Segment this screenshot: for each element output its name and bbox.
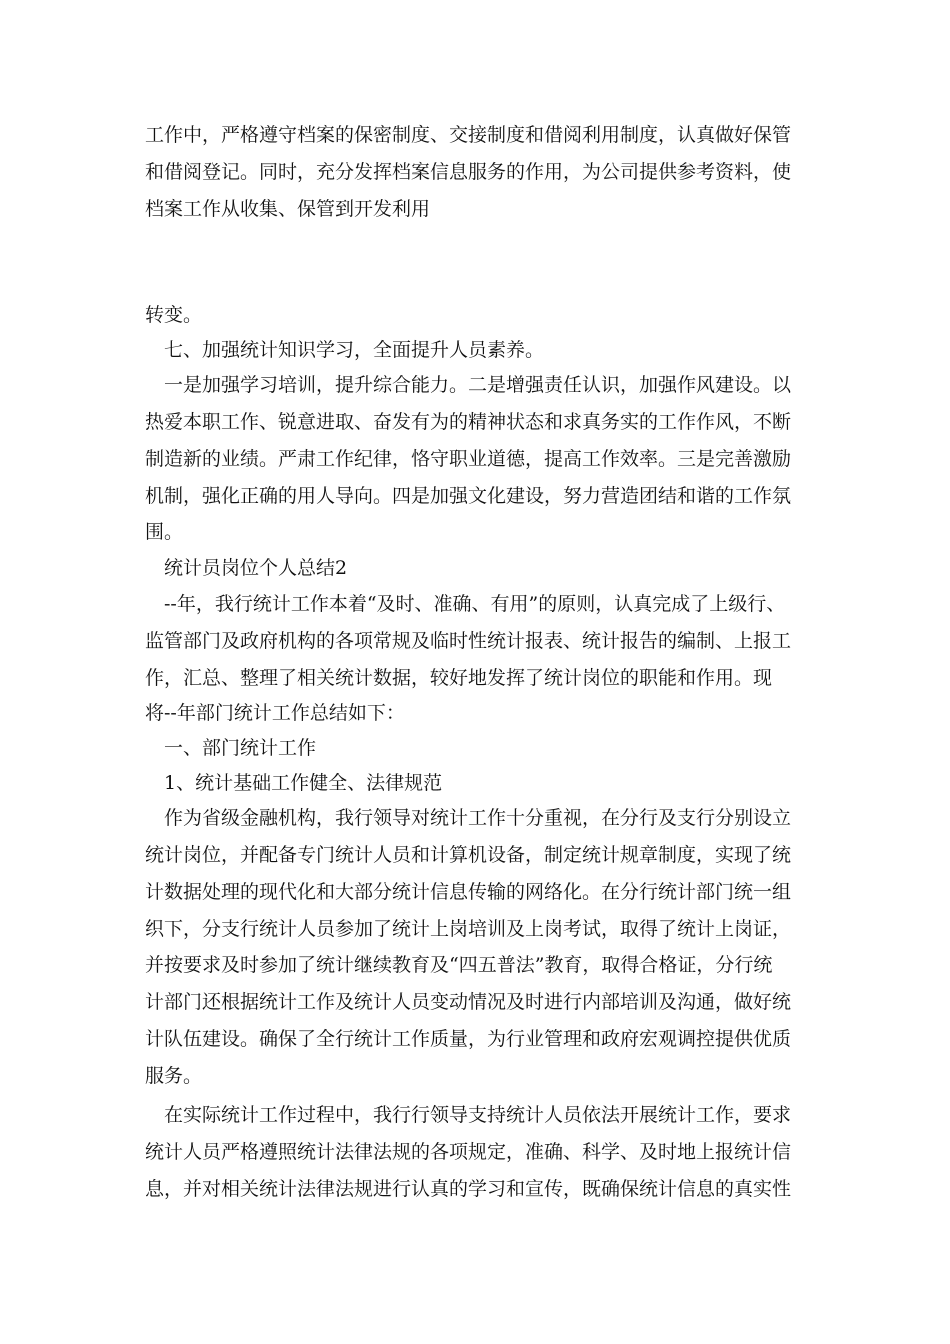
text-line: 统计岗位，并配备专门统计人员和计算机设备，制定统计规章制度，实现了统 (145, 844, 792, 866)
text-line: 监管部门及政府机构的各项常规及临时性统计报表、统计报告的编制、上报工 (145, 630, 792, 652)
text-line: 工作中，严格遵守档案的保密制度、交接制度和借阅利用制度，认真做好保管 (145, 124, 792, 146)
text-line: 织下，分支行统计人员参加了统计上岗培训及上岗考试，取得了统计上岗证， (145, 918, 792, 940)
text-line: 和借阅登记。同时，充分发挥档案信息服务的作用，为公司提供参考资料，使 (145, 161, 792, 183)
text-line: 制造新的业绩。严肃工作纪律，恪守职业道德，提高工作效率。三是完善激励 (145, 448, 792, 470)
subsection-heading: 1、统计基础工作健全、法律规范 (145, 772, 443, 794)
text-line: 息，并对相关统计法律法规进行认真的学习和宣传，既确保统计信息的真实性 (145, 1178, 792, 1200)
text-line: 计部门还根据统计工作及统计人员变动情况及时进行内部培训及沟通，做好统 (145, 991, 792, 1013)
text-line: 作为省级金融机构，我行领导对统计工作十分重视，在分行及支行分别设立 (145, 807, 792, 829)
text-line: 机制，强化正确的用人导向。四是加强文化建设，努力营造团结和谐的工作氛 (145, 485, 792, 507)
text-line: 服务。 (145, 1065, 203, 1087)
text-line: 转变。 (145, 304, 203, 326)
text-line: 统计人员严格遵照统计法律法规的各项规定，准确、科学、及时地上报统计信 (145, 1141, 792, 1163)
text-line: 作，汇总、整理了相关统计数据，较好地发挥了统计岗位的职能和作用。现 (145, 667, 773, 689)
text-line: 档案工作从收集、保管到开发利用 (145, 198, 431, 220)
text-line: --年，我行统计工作本着“及时、准确、有用”的原则，认真完成了上级行、 (145, 593, 786, 615)
text-line: 将--年部门统计工作总结如下： (145, 702, 405, 724)
document-title: 统计员岗位个人总结2 (145, 557, 348, 579)
text-line: 一是加强学习培训，提升综合能力。二是增强责任认识，加强作风建设。以 (145, 374, 792, 396)
text-line: 围。 (145, 521, 184, 543)
text-line: 在实际统计工作过程中，我行行领导支持统计人员依法开展统计工作，要求 (145, 1104, 792, 1126)
text-line: 计数据处理的现代化和大部分统计信息传输的网络化。在分行统计部门统一组 (145, 881, 792, 903)
text-line: 计队伍建设。确保了全行统计工作质量，为行业管理和政府宏观调控提供优质 (145, 1028, 792, 1050)
text-line: 热爱本职工作、锐意进取、奋发有为的精神状态和求真务实的工作作风，不断 (145, 411, 792, 433)
section-heading: 一、部门统计工作 (145, 737, 317, 759)
text-line: 并按要求及时参加了统计继续教育及“四五普法”教育，取得合格证，分行统 (145, 954, 773, 976)
section-heading: 七、加强统计知识学习，全面提升人员素养。 (145, 339, 545, 361)
